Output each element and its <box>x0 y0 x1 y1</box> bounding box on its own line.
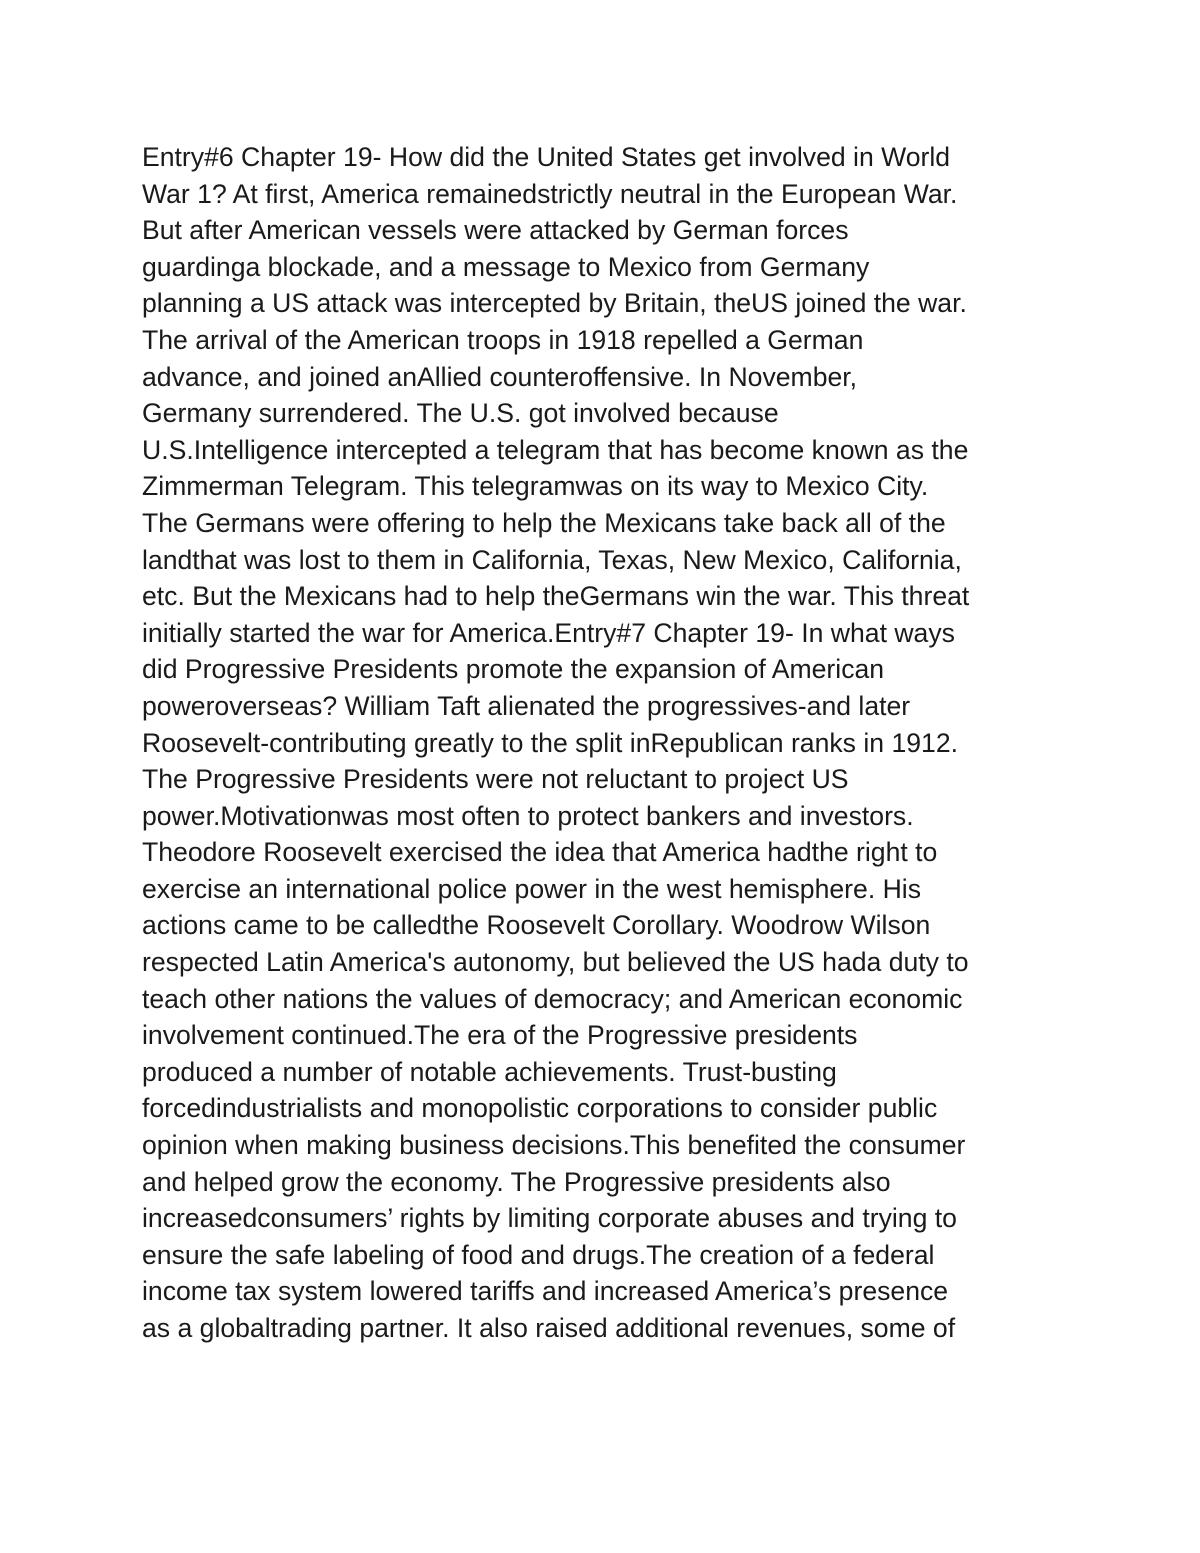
text-line: poweroverseas? William Taft alienated the progressives-and later <box>142 690 911 721</box>
text-line: Zimmerman Telegram. This telegramwas on its way to Mexico City. <box>142 471 929 502</box>
text-line: U.S.Intelligence intercepted a telegram that has become known as the <box>142 434 969 465</box>
text-line: produced a number of notable achievements. Trust-busting <box>142 1056 837 1087</box>
text-line: initially started the war for America.Entry#7 Chapter 19- In what ways <box>142 617 955 648</box>
text-line: exercise an international police power in the west hemisphere. His <box>142 873 922 904</box>
text-line: landthat was lost to them in California, Texas, New Mexico, California, <box>142 544 962 575</box>
text-line: actions came to be calledthe Roosevelt Corollary. Woodrow Wilson <box>142 910 931 941</box>
text-line: Germany surrendered. The U.S. got involved because <box>142 398 779 429</box>
text-line: power.Motivationwas most often to protect bankers and investors. <box>142 800 914 831</box>
text-line: Theodore Roosevelt exercised the idea that America hadthe right to <box>142 837 938 868</box>
text-line: etc. But the Mexicans had to help theGermans win the war. This threat <box>142 581 970 612</box>
text-line: The arrival of the American troops in 1918 repelled a German <box>142 324 864 355</box>
text-line: teach other nations the values of democracy; and American economic <box>142 983 963 1014</box>
text-line: income tax system lowered tariffs and increased America’s presence <box>142 1276 949 1307</box>
text-line: opinion when making business decisions.This benefited the consumer <box>142 1130 966 1161</box>
text-line: involvement continued.The era of the Progressive presidents <box>142 1020 858 1051</box>
text-line: and helped grow the economy. The Progressive presidents also <box>142 1166 891 1197</box>
text-line: Entry#6 Chapter 19- How did the United States get involved in World <box>142 142 951 172</box>
text-line: advance, and joined anAllied counteroffensive. In November, <box>142 361 858 392</box>
body-text <box>142 139 1082 1347</box>
text-line: The Progressive Presidents were not reluctant to project US <box>142 764 849 795</box>
text-line: ensure the safe labeling of food and drugs.The creation of a federal <box>142 1239 935 1270</box>
text-line: forcedindustrialists and monopolistic corporations to consider public <box>142 1093 938 1124</box>
text-line: respected Latin America's autonomy, but believed the US hada duty to <box>142 947 969 978</box>
text-line: guardinga blockade, and a message to Mexico from Germany <box>142 251 870 282</box>
text-line: did Progressive Presidents promote the expansion of American <box>142 654 885 685</box>
text-line: planning a US attack was intercepted by Britain, theUS joined the war. <box>142 288 967 319</box>
text-line: increasedconsumers’ rights by limiting corporate abuses and trying to <box>142 1203 957 1234</box>
text-line: as a globaltrading partner. It also raised additional revenues, some of <box>142 1313 956 1343</box>
text-line: The Germans were offering to help the Mexicans take back all of the <box>142 507 946 538</box>
text-line: But after American vessels were attacked by German forces <box>142 215 849 246</box>
text-line: Roosevelt-contributing greatly to the split inRepublican ranks in 1912. <box>142 727 959 758</box>
text-line: War 1? At first, America remainedstrictly neutral in the European War. <box>142 178 958 209</box>
